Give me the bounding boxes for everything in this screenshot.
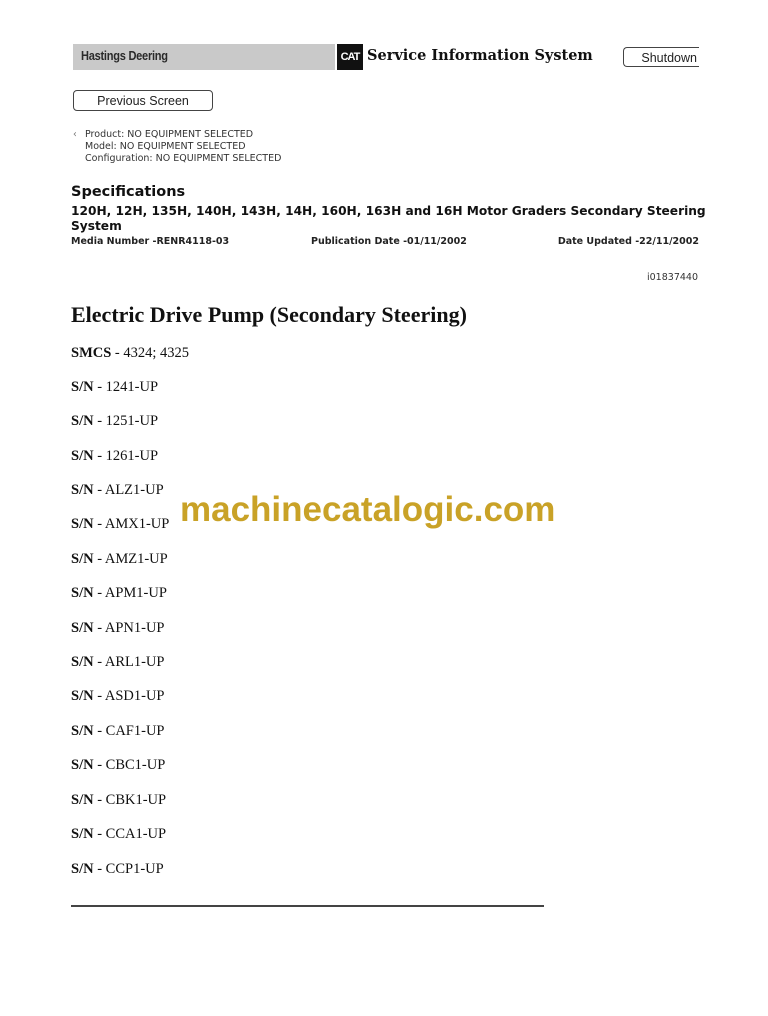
back-chevron-icon[interactable]: ‹ bbox=[73, 129, 77, 140]
sn-value: - ASD1-UP bbox=[93, 688, 165, 704]
bottom-divider bbox=[71, 905, 544, 907]
sn-label: S/N bbox=[71, 448, 94, 464]
sn-label: S/N bbox=[71, 826, 94, 842]
section-heading: Specifications bbox=[71, 184, 186, 200]
list-item bbox=[71, 620, 164, 637]
sn-label: S/N bbox=[71, 585, 94, 601]
list-item bbox=[71, 413, 158, 430]
sn-label: S/N bbox=[71, 861, 94, 877]
sn-value: - CCP1-UP bbox=[93, 861, 164, 877]
list-item bbox=[71, 654, 164, 671]
dealer-name: Hastings Deering bbox=[81, 48, 168, 63]
sn-label: S/N bbox=[71, 688, 94, 704]
sn-value: - 1241-UP bbox=[93, 379, 159, 395]
sn-value: - CAF1-UP bbox=[93, 723, 165, 739]
configuration-field: Configuration: NO EQUIPMENT SELECTED bbox=[85, 153, 282, 164]
sn-value: - AMX1-UP bbox=[93, 516, 170, 532]
page-title: Electric Drive Pump (Secondary Steering) bbox=[71, 302, 467, 327]
sn-value: - CBK1-UP bbox=[93, 792, 167, 808]
list-item bbox=[71, 792, 166, 809]
list-item bbox=[71, 757, 165, 774]
sn-value: - ALZ1-UP bbox=[93, 482, 164, 498]
date-updated: Date Updated -22/11/2002 bbox=[557, 236, 699, 247]
media-number: Media Number -RENR4118-03 bbox=[71, 236, 230, 247]
dealer-banner bbox=[73, 44, 335, 70]
sn-label: S/N bbox=[71, 654, 94, 670]
document-subtitle: 120H, 12H, 135H, 140H, 143H, 14H, 160H, 163H and 16H Motor Graders Secondary Steering System bbox=[71, 204, 706, 233]
sn-value: - 1261-UP bbox=[93, 448, 159, 464]
sn-value: - CCA1-UP bbox=[93, 826, 167, 842]
sn-value: - CBC1-UP bbox=[93, 757, 166, 773]
cat-logo-icon: CAT bbox=[337, 44, 363, 70]
smcs-line bbox=[71, 345, 189, 362]
list-item bbox=[71, 723, 164, 740]
list-item bbox=[71, 482, 164, 499]
sn-value: - APN1-UP bbox=[93, 620, 165, 636]
sis-header bbox=[73, 44, 699, 70]
previous-screen-button[interactable]: Previous Screen bbox=[73, 90, 213, 111]
shutdown-button[interactable]: Shutdown bbox=[623, 47, 699, 67]
sn-value: - ARL1-UP bbox=[93, 654, 165, 670]
product-field: Product: NO EQUIPMENT SELECTED bbox=[85, 129, 254, 140]
list-item bbox=[71, 379, 158, 396]
document-meta bbox=[71, 236, 699, 250]
sn-label: S/N bbox=[71, 723, 94, 739]
sn-value: - APM1-UP bbox=[93, 585, 167, 601]
model-field: Model: NO EQUIPMENT SELECTED bbox=[85, 141, 246, 152]
sn-label: S/N bbox=[71, 551, 94, 567]
list-item bbox=[71, 861, 164, 878]
smcs-value: - 4324; 4325 bbox=[111, 345, 190, 361]
sn-label: S/N bbox=[71, 516, 94, 532]
sn-label: S/N bbox=[71, 757, 94, 773]
list-item bbox=[71, 585, 167, 602]
list-item bbox=[71, 448, 158, 465]
sn-label: S/N bbox=[71, 482, 94, 498]
sn-label: S/N bbox=[71, 413, 94, 429]
sn-label: S/N bbox=[71, 792, 94, 808]
sn-value: - 1251-UP bbox=[93, 413, 159, 429]
document-id: i01837440 bbox=[647, 272, 698, 283]
sn-value: - AMZ1-UP bbox=[93, 551, 168, 567]
list-item bbox=[71, 516, 169, 533]
publication-date: Publication Date -01/11/2002 bbox=[311, 236, 467, 247]
list-item bbox=[71, 826, 166, 843]
sn-label: S/N bbox=[71, 620, 94, 636]
smcs-label: SMCS bbox=[71, 345, 112, 361]
list-item bbox=[71, 688, 164, 705]
list-item bbox=[71, 551, 168, 568]
watermark: machinecatalogic.com bbox=[180, 490, 556, 529]
system-title: Service Information System bbox=[367, 47, 593, 64]
sn-label: S/N bbox=[71, 379, 94, 395]
product-info bbox=[73, 129, 281, 165]
